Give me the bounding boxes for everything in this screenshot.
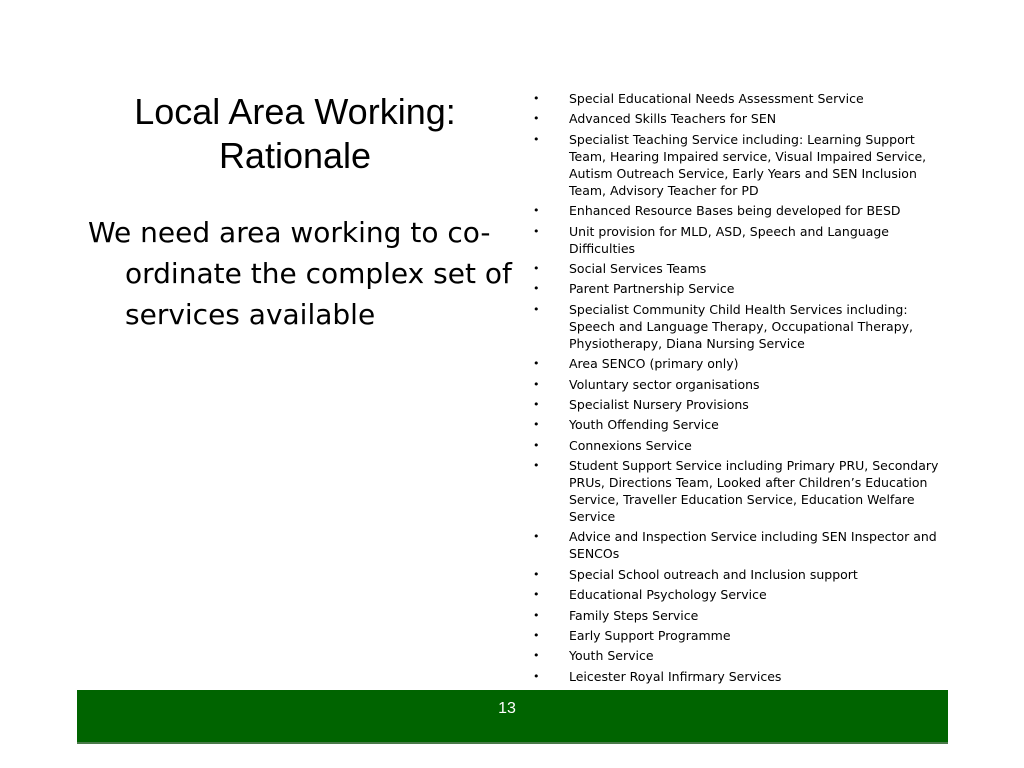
service-list-item [530,223,940,257]
service-label: Unit provision for MLD, ASD, Speech and Language Difficulties [569,223,890,256]
service-list-item [530,437,940,454]
service-label: Specialist Community Child Health Services including: Speech and Language Therapy, Occupational Therapy, Physiotherapy, Diana Nursing Service [569,301,914,351]
service-label: Social Services Teams [569,260,707,276]
service-label: Educational Psychology Service [569,587,767,603]
service-list-item [530,528,940,562]
service-label: Connexions Service [569,437,692,453]
service-label: Specialist Teaching Service including: Learning Support Team, Hearing Impaired service, Visual Impaired Service, Autism Outreach Service, Early Years and SEN Inclusion Team, Advisory Teacher for PD [569,131,927,198]
service-label: Special Educational Needs Assessment Service [569,91,864,106]
service-label: Early Support Programme [569,628,731,644]
service-label: Advanced Skills Teachers for SEN [569,111,777,127]
bullet-icon: • [533,629,540,643]
service-label: Specialist Nursery Provisions [569,396,749,412]
slide-title-line-1: Local Area Working: [134,91,456,132]
bullet-icon: • [533,132,540,146]
bullet-icon: • [533,608,540,622]
bullet-icon: • [533,261,540,275]
service-list-item [530,607,940,624]
bullet-icon: • [533,530,540,544]
bullet-icon: • [533,302,540,316]
bullet-icon: • [533,649,540,663]
service-list-item [530,110,940,127]
bullet-icon: • [533,377,540,391]
bullet-icon: • [533,224,540,238]
service-list-item [530,260,940,277]
service-list-item [530,668,940,685]
service-label: Family Steps Service [569,607,699,623]
service-label: Enhanced Resource Bases being developed for BESD [569,203,901,219]
service-list-item [530,376,940,393]
bullet-icon: • [533,438,540,452]
bullet-icon: • [533,397,540,411]
service-label: Youth Offending Service [569,417,719,433]
service-list-item [530,627,940,644]
bullet-icon: • [533,669,540,683]
service-label: Advice and Inspection Service including SEN Inspector and SENCOs [569,529,937,562]
service-list-item [530,416,940,433]
service-list-item [530,90,940,107]
bullet-icon: • [533,204,540,218]
service-list-item [530,457,940,525]
service-list-item [530,202,940,219]
service-list-item [530,131,940,199]
service-label: Parent Partnership Service [569,281,735,297]
service-label: Voluntary sector organisations [569,376,760,392]
service-list-item [530,566,940,583]
service-list-item [530,586,940,603]
service-label: Youth Service [569,648,654,664]
service-list-item [530,647,940,664]
bullet-icon: • [533,282,540,296]
bullet-icon: • [533,112,540,126]
bullet-icon: • [533,588,540,602]
service-label: Special School outreach and Inclusion support [569,566,858,582]
service-label: Student Support Service including Primary PRU, Secondary PRUs, Directions Team, Looked after Children’s Education Service, Traveller Education Service, Education Welfare Service [569,458,939,525]
service-label: Leicester Royal Infirmary Services [569,668,782,684]
body-text: We need area working to co-ordinate the complex set of services available [88,216,512,331]
service-list-item [530,396,940,413]
bullet-icon: • [533,418,540,432]
bullet-icon: • [533,459,540,473]
slide-title-line-2: Rationale [218,135,372,176]
services-list [530,90,940,688]
service-label: Area SENCO (primary only) [569,356,739,372]
slide-title [100,90,490,178]
footer-bar [77,690,948,744]
bullet-icon: • [533,567,540,581]
service-list-item [530,301,940,352]
service-list-item [530,280,940,297]
bullet-icon: • [533,357,540,371]
page-number: 13 [498,700,516,717]
bullet-icon: • [533,92,540,105]
service-list-item [530,355,940,372]
